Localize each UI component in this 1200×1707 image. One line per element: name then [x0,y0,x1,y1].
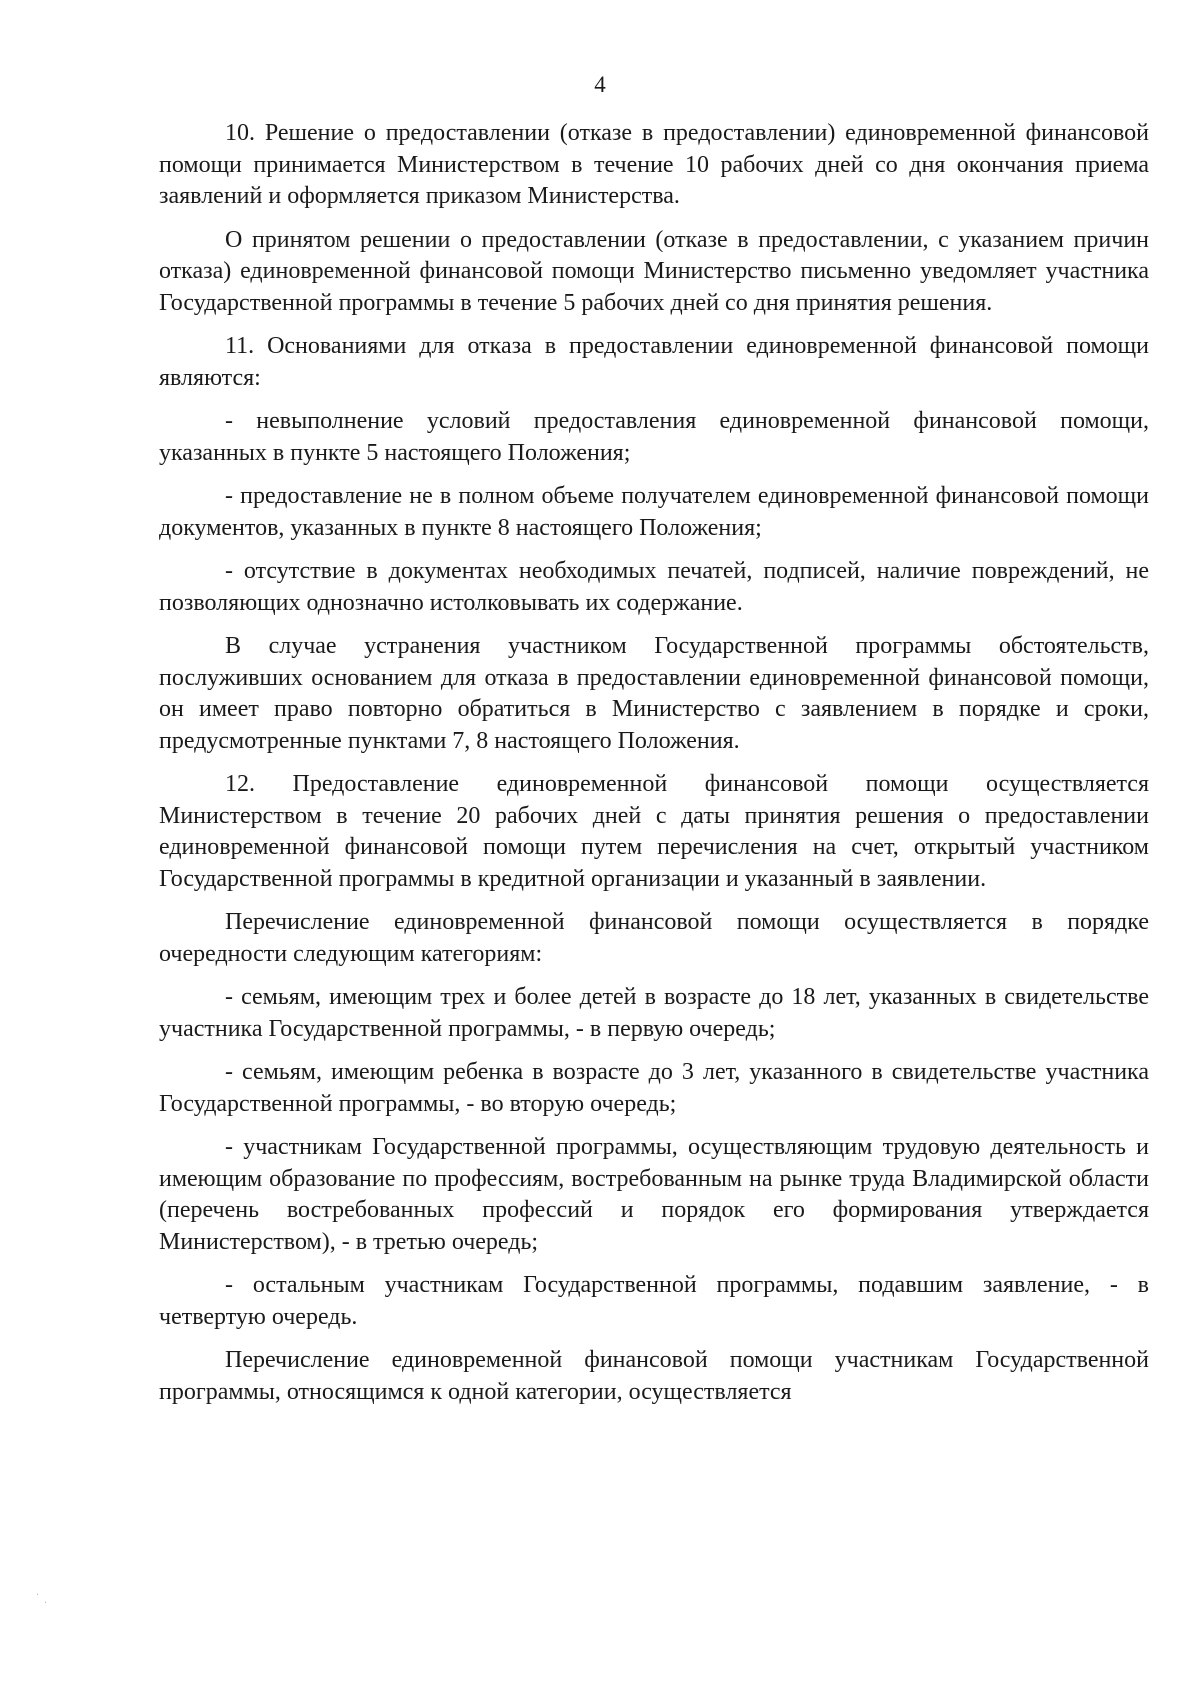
paragraph-reapplication: В случае устранения участником Государственной программы обстоятельств, послуживших основанием для отказа в предоставлении единовременной финансовой помощи, он имеет право повторно обратиться в Министерство с заявлением в порядке и сроки, предусмотренные пунктами 7, 8 настоящего Положения. [159,633,1149,754]
list-item-other-participants: - остальным участникам Государственной программы, подавшим заявление, - в четвертую очередь. [159,1272,1149,1330]
paragraph-11-refusal-grounds: 11. Основаниями для отказа в предоставлении единовременной финансовой помощи являются: [159,333,1149,391]
list-item-young-children: - семьям, имеющим ребенка в возрасте до 3 лет, указанного в свидетельстве участника Государственной программы, - во вторую очередь; [159,1059,1149,1117]
paragraph-10-decision: 10. Решение о предоставлении (отказе в предоставлении) единовременной финансовой помощи принимается Министерством в течение 10 рабочих дней со дня окончания приема заявлений и оформляется приказом Министерства. [159,120,1149,209]
list-item-large-families: - семьям, имеющим трех и более детей в возрасте до 18 лет, указанных в свидетельстве участника Государственной программы, - в первую очередь; [159,984,1149,1042]
list-item-unmet-conditions: - невыполнение условий предоставления единовременной финансовой помощи, указанных в пункте 5 настоящего Положения; [159,408,1149,466]
document-body [159,118,1149,1408]
paragraph-payment-order: Перечисление единовременной финансовой помощи осуществляется в порядке очередности следующим категориям: [159,909,1149,967]
list-item-workers-in-demand: - участникам Государственной программы, осуществляющим трудовую деятельность и имеющим образование по профессиям, востребованным на рынке труда Владимирской области (перечень востребованных профессий и порядок его формирования утверждается Министерством), - в третью очередь; [159,1134,1149,1255]
page-number: 4 [594,72,606,97]
scan-artifact: · [36,1590,40,1601]
scan-artifact: · [44,1598,48,1609]
paragraph-notification: О принятом решении о предоставлении (отказе в предоставлении, с указанием причин отказа) единовременной финансовой помощи Министерство письменно уведомляет участника Государственной программы в течение 5 рабочих дней со дня принятия решения. [159,226,1149,316]
list-item-incomplete-documents: - предоставление не в полном объеме получателем единовременной финансовой помощи документов, указанных в пункте 8 настоящего Положения; [159,483,1149,541]
list-item-missing-seals: - отсутствие в документах необходимых печатей, подписей, наличие повреждений, не позволяющих однозначно истолковывать их содержание. [159,558,1149,616]
paragraph-same-category-payment: Перечисление единовременной финансовой помощи участникам Государственной программы, относящимся к одной категории, осуществляется [159,1347,1149,1405]
paragraph-12-payment: 12. Предоставление единовременной финансовой помощи осуществляется Министерством в течение 20 рабочих дней с даты принятия решения о предоставлении единовременной финансовой помощи путем перечисления на счет, открытый участником Государственной программы в кредитной организации и указанный в заявлении. [159,771,1149,892]
